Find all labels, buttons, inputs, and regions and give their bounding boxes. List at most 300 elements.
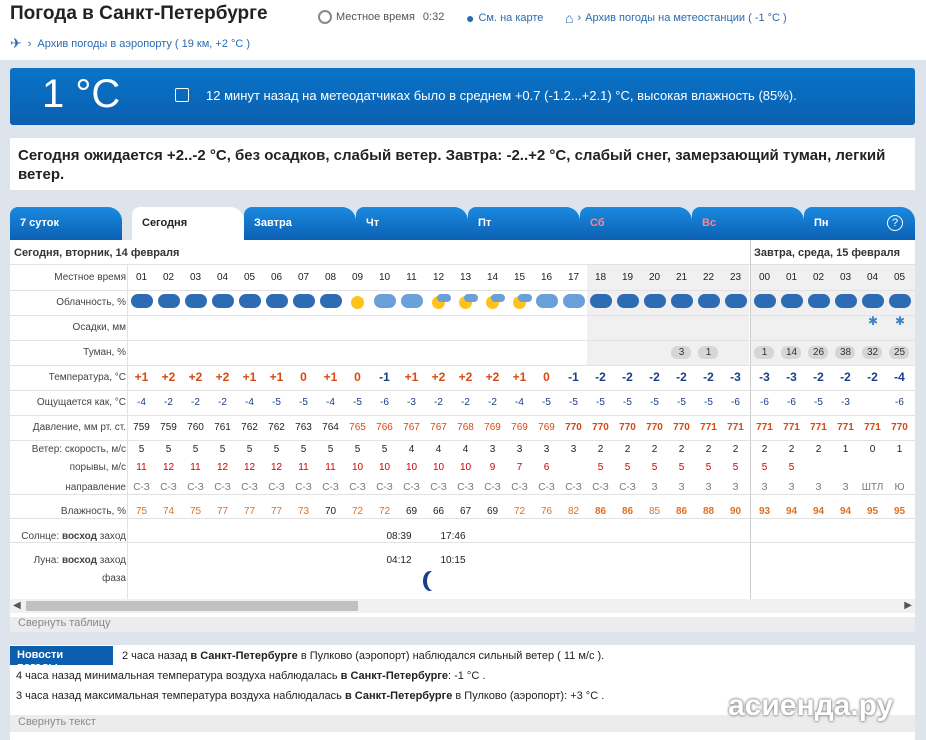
- direction-cell: С-З: [160, 482, 177, 493]
- hour-cell: 22: [702, 272, 715, 283]
- cloud-icon: [131, 294, 153, 308]
- humidity-cell: 94: [785, 506, 798, 517]
- temperature-cell: -2: [703, 370, 714, 384]
- airplane-icon: ✈: [10, 35, 22, 51]
- direction-cell: С-З: [241, 482, 258, 493]
- direction-cell: З: [815, 482, 822, 493]
- wind-cell: 5: [273, 444, 280, 455]
- news-text: : -1 °C .: [447, 670, 486, 682]
- hour-cell: 13: [459, 272, 472, 283]
- wind-cell: 3: [543, 444, 550, 455]
- direction-cell: С-З: [619, 482, 636, 493]
- humidity-cell: 69: [405, 506, 418, 517]
- feels-cell: -6: [787, 397, 796, 408]
- feels-cell: -5: [704, 397, 713, 408]
- feels-cell: -4: [326, 397, 335, 408]
- direction-cell: З: [842, 482, 849, 493]
- cloud-icon: [437, 294, 451, 302]
- cloud-icon: [293, 294, 315, 308]
- direction-cell: З: [732, 482, 739, 493]
- gusts-cell: 7: [516, 462, 523, 473]
- wind-cell: 5: [246, 444, 253, 455]
- temperature-cell: +2: [161, 370, 176, 384]
- wind-cell: 1: [896, 444, 903, 455]
- clock-icon: [318, 10, 332, 24]
- pressure-cell: 770: [592, 422, 609, 433]
- temperature-cell: +1: [404, 370, 419, 384]
- direction-cell: С-З: [592, 482, 609, 493]
- gusts-cell: 11: [190, 462, 201, 473]
- airport-archive-link[interactable]: [10, 35, 250, 52]
- temperature-cell: +1: [269, 370, 284, 384]
- news-header[interactable]: Новости погоды: [10, 646, 113, 665]
- pressure-cell: 767: [403, 422, 420, 433]
- feels-cell: -4: [515, 397, 524, 408]
- pressure-cell: 766: [376, 422, 393, 433]
- news-city: в Санкт-Петербурге: [190, 650, 298, 662]
- feels-cell: -6: [380, 397, 389, 408]
- gusts-cell: 10: [405, 462, 418, 473]
- direction-cell: З: [788, 482, 795, 493]
- news-item: [16, 670, 485, 682]
- feels-cell: -2: [164, 397, 173, 408]
- gusts-cell: 5: [678, 462, 685, 473]
- pressure-cell: 769: [511, 422, 528, 433]
- gusts-cell: 11: [298, 462, 309, 473]
- station-archive-text[interactable]: Архив погоды на метеостанции ( -1 °C ): [585, 12, 787, 24]
- temperature-cell: +2: [188, 370, 203, 384]
- humidity-cell: 73: [297, 506, 310, 517]
- fog-cell: 1: [761, 347, 768, 358]
- label-time: Местное время: [54, 272, 126, 283]
- sunset-time: 17:46: [440, 531, 466, 542]
- moon-rise-label: восход: [61, 555, 97, 566]
- scroll-right-icon[interactable]: ▶: [904, 600, 912, 611]
- tab-tomorrow[interactable]: Завтра: [244, 207, 356, 240]
- snow-icon: ✱: [895, 314, 906, 328]
- cloud-icon: [889, 294, 911, 308]
- collapse-table-link[interactable]: Свернуть таблицу: [10, 617, 915, 632]
- pressure-cell: 771: [727, 422, 744, 433]
- row-divider: [10, 340, 915, 341]
- news-text: в Пулково (аэропорт) наблюдался сильный ветер ( 11 м/с ).: [297, 650, 605, 662]
- gusts-cell: 12: [162, 462, 175, 473]
- tab-sun[interactable]: Вс: [692, 207, 804, 240]
- temperature-cell: -1: [568, 370, 579, 384]
- label-sun: [10, 531, 126, 542]
- direction-cell: З: [678, 482, 685, 493]
- label-moon: [10, 555, 126, 566]
- humidity-cell: 76: [540, 506, 553, 517]
- direction-cell: С-З: [565, 482, 582, 493]
- temperature-cell: -2: [840, 370, 851, 384]
- humidity-cell: 94: [812, 506, 825, 517]
- collapse-text-link[interactable]: Свернуть текст: [10, 715, 915, 732]
- cloud-icon: [808, 294, 830, 308]
- day-divider: [750, 240, 751, 599]
- pressure-cell: 770: [673, 422, 690, 433]
- feels-cell: -6: [895, 397, 904, 408]
- fog-cell: 26: [812, 347, 825, 358]
- humidity-cell: 86: [621, 506, 634, 517]
- moon-set-label: заход: [99, 555, 126, 566]
- direction-cell: З: [705, 482, 712, 493]
- hour-cell: 18: [594, 272, 607, 283]
- direction-cell: С-З: [376, 482, 393, 493]
- direction-cell: С-З: [430, 482, 447, 493]
- moonset-time: 10:15: [440, 555, 466, 566]
- gusts-cell: 5: [705, 462, 712, 473]
- row-divider: [10, 315, 915, 316]
- sun-set-label: заход: [99, 531, 126, 542]
- temperature-cell: +2: [431, 370, 446, 384]
- news-city: в Санкт-Петербурге: [340, 670, 448, 682]
- hour-cell: 02: [162, 272, 175, 283]
- cloud-icon: [754, 294, 776, 308]
- gusts-cell: 5: [732, 462, 739, 473]
- news-city: в Санкт-Петербурге: [344, 690, 453, 702]
- cloud-icon: [491, 294, 505, 302]
- watermark: асиенда.ру: [728, 689, 894, 722]
- station-archive-link[interactable]: [565, 10, 787, 26]
- gusts-cell: 12: [216, 462, 229, 473]
- pressure-cell: 769: [538, 422, 555, 433]
- cloud-icon: [158, 294, 180, 308]
- hour-cell: 02: [812, 272, 825, 283]
- label-precip: Осадки, мм: [72, 322, 126, 333]
- gusts-cell: 10: [378, 462, 391, 473]
- row-divider: [10, 415, 915, 416]
- hour-cell: 07: [297, 272, 310, 283]
- wind-cell: 2: [761, 444, 768, 455]
- news-text: в Пулково (аэропорт): +3 °C .: [452, 690, 605, 702]
- hour-cell: 12: [432, 272, 445, 283]
- cloud-icon: [563, 294, 585, 308]
- gusts-cell: 11: [325, 462, 336, 473]
- sun-label: Солнце:: [21, 531, 60, 542]
- wind-cell: 0: [869, 444, 876, 455]
- temperature-cell: +2: [485, 370, 500, 384]
- moonrise-time: 04:12: [386, 555, 412, 566]
- wind-cell: 5: [354, 444, 361, 455]
- direction-cell: С-З: [538, 482, 555, 493]
- wind-cell: 4: [435, 444, 442, 455]
- row-divider: [10, 290, 915, 291]
- feels-cell: -5: [623, 397, 632, 408]
- direction-cell: С-З: [349, 482, 366, 493]
- feels-cell: -5: [542, 397, 551, 408]
- temperature-cell: 0: [543, 370, 550, 384]
- humidity-cell: 94: [839, 506, 852, 517]
- feels-cell: -2: [218, 397, 227, 408]
- hour-cell: 06: [270, 272, 283, 283]
- row-divider: [10, 518, 915, 519]
- pressure-cell: 761: [214, 422, 231, 433]
- cloud-icon: [862, 294, 884, 308]
- top-bar: [0, 0, 926, 60]
- temperature-cell: -3: [730, 370, 741, 384]
- day-tomorrow: Завтра, среда, 15 февраля: [750, 240, 915, 265]
- humidity-cell: 75: [189, 506, 202, 517]
- hour-cell: 08: [324, 272, 337, 283]
- feels-cell: -2: [434, 397, 443, 408]
- local-time-label: Местное время: [336, 11, 415, 23]
- wind-cell: 5: [219, 444, 226, 455]
- humidity-cell: 72: [351, 506, 364, 517]
- pressure-cell: 767: [430, 422, 447, 433]
- hour-cell: 19: [621, 272, 634, 283]
- snow-icon: ✱: [868, 314, 879, 328]
- humidity-cell: 77: [216, 506, 229, 517]
- humidity-cell: 72: [513, 506, 526, 517]
- feels-cell: -3: [407, 397, 416, 408]
- wind-cell: 2: [705, 444, 712, 455]
- pressure-cell: 771: [837, 422, 854, 433]
- pressure-cell: 770: [565, 422, 582, 433]
- hour-cell: 10: [378, 272, 391, 283]
- wind-cell: 2: [815, 444, 822, 455]
- feels-cell: -2: [461, 397, 470, 408]
- direction-cell: С-З: [187, 482, 204, 493]
- map-link[interactable]: [466, 10, 543, 26]
- label-humidity: Влажность, %: [60, 506, 126, 517]
- moon-phase-icon: [427, 571, 441, 591]
- label-cloud: Облачность, %: [56, 297, 126, 308]
- temperature-cell: -2: [595, 370, 606, 384]
- humidity-cell: 67: [459, 506, 472, 517]
- page-title: Погода в Санкт-Петербурге: [10, 3, 268, 24]
- tab-7-days[interactable]: 7 суток: [10, 207, 122, 240]
- pressure-cell: 762: [268, 422, 285, 433]
- direction-cell: С-З: [295, 482, 312, 493]
- temperature-cell: -2: [676, 370, 687, 384]
- pressure-cell: 762: [241, 422, 258, 433]
- scrollbar-thumb[interactable]: [26, 601, 358, 611]
- temperature-cell: +1: [242, 370, 257, 384]
- horizontal-scrollbar[interactable]: [10, 599, 915, 613]
- row-divider: [10, 390, 915, 391]
- arrow-icon: ›: [27, 37, 32, 50]
- pressure-cell: 768: [457, 422, 474, 433]
- cloud-icon: [671, 294, 693, 308]
- gusts-cell: 10: [351, 462, 364, 473]
- news-text: 2 часа назад: [122, 650, 191, 662]
- news-item: [122, 650, 604, 662]
- fog-cell: 3: [678, 347, 685, 358]
- label-gusts: порывы, м/с: [69, 462, 126, 473]
- gusts-cell: 11: [136, 462, 147, 473]
- hour-cell: 20: [648, 272, 661, 283]
- hour-cell: 21: [675, 272, 688, 283]
- pressure-cell: 760: [187, 422, 204, 433]
- label-direction: направление: [65, 482, 126, 493]
- direction-cell: С-З: [214, 482, 231, 493]
- feels-cell: -5: [814, 397, 823, 408]
- cloud-icon: [617, 294, 639, 308]
- tab-mon[interactable]: Пн: [804, 207, 915, 240]
- temperature-cell: -2: [813, 370, 824, 384]
- temperature-cell: -3: [786, 370, 797, 384]
- temperature-cell: -1: [379, 370, 390, 384]
- cloud-icon: [266, 294, 288, 308]
- humidity-cell: 74: [162, 506, 175, 517]
- hour-cell: 09: [351, 272, 364, 283]
- feels-cell: -4: [245, 397, 254, 408]
- hour-cell: 04: [216, 272, 229, 283]
- pressure-cell: 759: [160, 422, 177, 433]
- humidity-cell: 77: [270, 506, 283, 517]
- local-time-value: 0:32: [422, 11, 445, 23]
- cloud-icon: [374, 294, 396, 308]
- pressure-cell: 770: [619, 422, 636, 433]
- gusts-cell: 10: [459, 462, 472, 473]
- fog-cell: 1: [705, 347, 712, 358]
- direction-cell: С-З: [268, 482, 285, 493]
- temperature-cell: -2: [867, 370, 878, 384]
- direction-cell: С-З: [511, 482, 528, 493]
- humidity-cell: 82: [567, 506, 580, 517]
- local-time: [318, 10, 444, 24]
- current-message: 12 минут назад на метеодатчиках было в среднем +0.7 (-1.2...+2.1) °C, высокая влажность (85%).: [206, 88, 797, 103]
- wind-cell: 5: [381, 444, 388, 455]
- temperature-cell: 0: [300, 370, 307, 384]
- wind-cell: 1: [842, 444, 849, 455]
- row-divider: [10, 494, 915, 495]
- pressure-cell: 771: [756, 422, 773, 433]
- wind-cell: 2: [678, 444, 685, 455]
- direction-cell: С-З: [322, 482, 339, 493]
- humidity-cell: 86: [594, 506, 607, 517]
- fog-cell: 14: [785, 347, 798, 358]
- hour-cell: 15: [513, 272, 526, 283]
- pressure-cell: 769: [484, 422, 501, 433]
- hour-cell: 05: [893, 272, 906, 283]
- wind-cell: 5: [327, 444, 334, 455]
- cloud-icon: [239, 294, 261, 308]
- cloud-icon: [185, 294, 207, 308]
- map-link-text[interactable]: См. на карте: [478, 12, 544, 24]
- pressure-cell: 771: [864, 422, 881, 433]
- scroll-left-icon[interactable]: ◀: [13, 600, 21, 611]
- wind-cell: 5: [300, 444, 307, 455]
- day-today: Сегодня, вторник, 14 февраля: [10, 240, 750, 265]
- building-icon: [175, 88, 189, 102]
- wind-cell: 2: [788, 444, 795, 455]
- label-temp: Температура, °C: [48, 372, 126, 383]
- temperature-cell: +1: [323, 370, 338, 384]
- wind-cell: 2: [651, 444, 658, 455]
- gusts-cell: 5: [597, 462, 604, 473]
- cloud-icon: [518, 294, 532, 302]
- direction-cell: С-З: [403, 482, 420, 493]
- fog-cell: 32: [866, 347, 879, 358]
- label-pressure: Давление, мм рт. ст.: [32, 422, 126, 433]
- gusts-cell: 10: [432, 462, 445, 473]
- temperature-cell: -3: [759, 370, 770, 384]
- temperature-cell: +2: [458, 370, 473, 384]
- current-weather-banner: [10, 68, 915, 125]
- cloud-icon: [464, 294, 478, 302]
- label-fog: Туман, %: [83, 347, 126, 358]
- label-feels: Ощущается как, °C: [36, 397, 126, 408]
- feels-cell: -2: [488, 397, 497, 408]
- feels-cell: -6: [760, 397, 769, 408]
- day-tabs: [10, 207, 915, 240]
- humidity-cell: 72: [378, 506, 391, 517]
- humidity-cell: 85: [648, 506, 661, 517]
- direction-cell: З: [761, 482, 768, 493]
- direction-cell: С-З: [457, 482, 474, 493]
- feels-cell: -6: [731, 397, 740, 408]
- label-phase: фаза: [102, 573, 126, 584]
- hour-cell: 03: [839, 272, 852, 283]
- airport-archive-text[interactable]: Архив погоды в аэропорту ( 19 км, +2 °C ): [37, 37, 251, 50]
- row-divider: [10, 440, 915, 441]
- hour-cell: 01: [135, 272, 148, 283]
- sun-rise-label: восход: [61, 531, 97, 542]
- arrow-icon: ›: [577, 12, 582, 24]
- temperature-cell: +2: [215, 370, 230, 384]
- gusts-cell: 6: [543, 462, 550, 473]
- pressure-cell: 771: [700, 422, 717, 433]
- wind-cell: 2: [624, 444, 631, 455]
- tab-today[interactable]: Сегодня: [132, 207, 244, 240]
- hour-cell: 14: [486, 272, 499, 283]
- feels-cell: -5: [353, 397, 362, 408]
- sun-icon: [351, 296, 364, 309]
- pressure-cell: 770: [891, 422, 908, 433]
- help-icon[interactable]: ?: [887, 215, 903, 231]
- gusts-cell: 5: [651, 462, 658, 473]
- wind-cell: 5: [192, 444, 199, 455]
- direction-cell: С-З: [484, 482, 501, 493]
- direction-cell: ШТЛ: [861, 482, 884, 493]
- cloud-icon: [644, 294, 666, 308]
- wind-cell: 3: [570, 444, 577, 455]
- station-icon: ⌂: [565, 10, 574, 26]
- forecast-table: [10, 240, 915, 632]
- row-divider: [10, 542, 915, 543]
- news-item: [16, 690, 604, 702]
- news-text: 3 часа назад максимальная температура воздуха наблюдалась: [16, 690, 345, 702]
- tab-thu[interactable]: Чт: [356, 207, 468, 240]
- pressure-cell: 770: [646, 422, 663, 433]
- feels-cell: -5: [272, 397, 281, 408]
- humidity-cell: 95: [866, 506, 879, 517]
- cloud-icon: [835, 294, 857, 308]
- cloud-icon: [212, 294, 234, 308]
- gusts-cell: 9: [489, 462, 496, 473]
- temperature-cell: -4: [894, 370, 905, 384]
- feels-cell: -3: [841, 397, 850, 408]
- tab-sat[interactable]: Сб: [580, 207, 692, 240]
- news-text: 4 часа назад минимальная температура воздуха наблюдалась: [16, 670, 341, 682]
- tab-fri[interactable]: Пт: [468, 207, 580, 240]
- humidity-cell: 66: [432, 506, 445, 517]
- feels-cell: -5: [596, 397, 605, 408]
- feels-cell: -5: [677, 397, 686, 408]
- temperature-cell: -2: [622, 370, 633, 384]
- humidity-cell: 69: [486, 506, 499, 517]
- hour-cell: 00: [758, 272, 771, 283]
- fog-cell: 25: [893, 347, 906, 358]
- cloud-moon-icon: [320, 294, 342, 308]
- cloud-icon: [590, 294, 612, 308]
- direction-cell: Ю: [894, 482, 905, 493]
- humidity-cell: 75: [135, 506, 148, 517]
- pressure-cell: 765: [349, 422, 366, 433]
- humidity-cell: 95: [893, 506, 906, 517]
